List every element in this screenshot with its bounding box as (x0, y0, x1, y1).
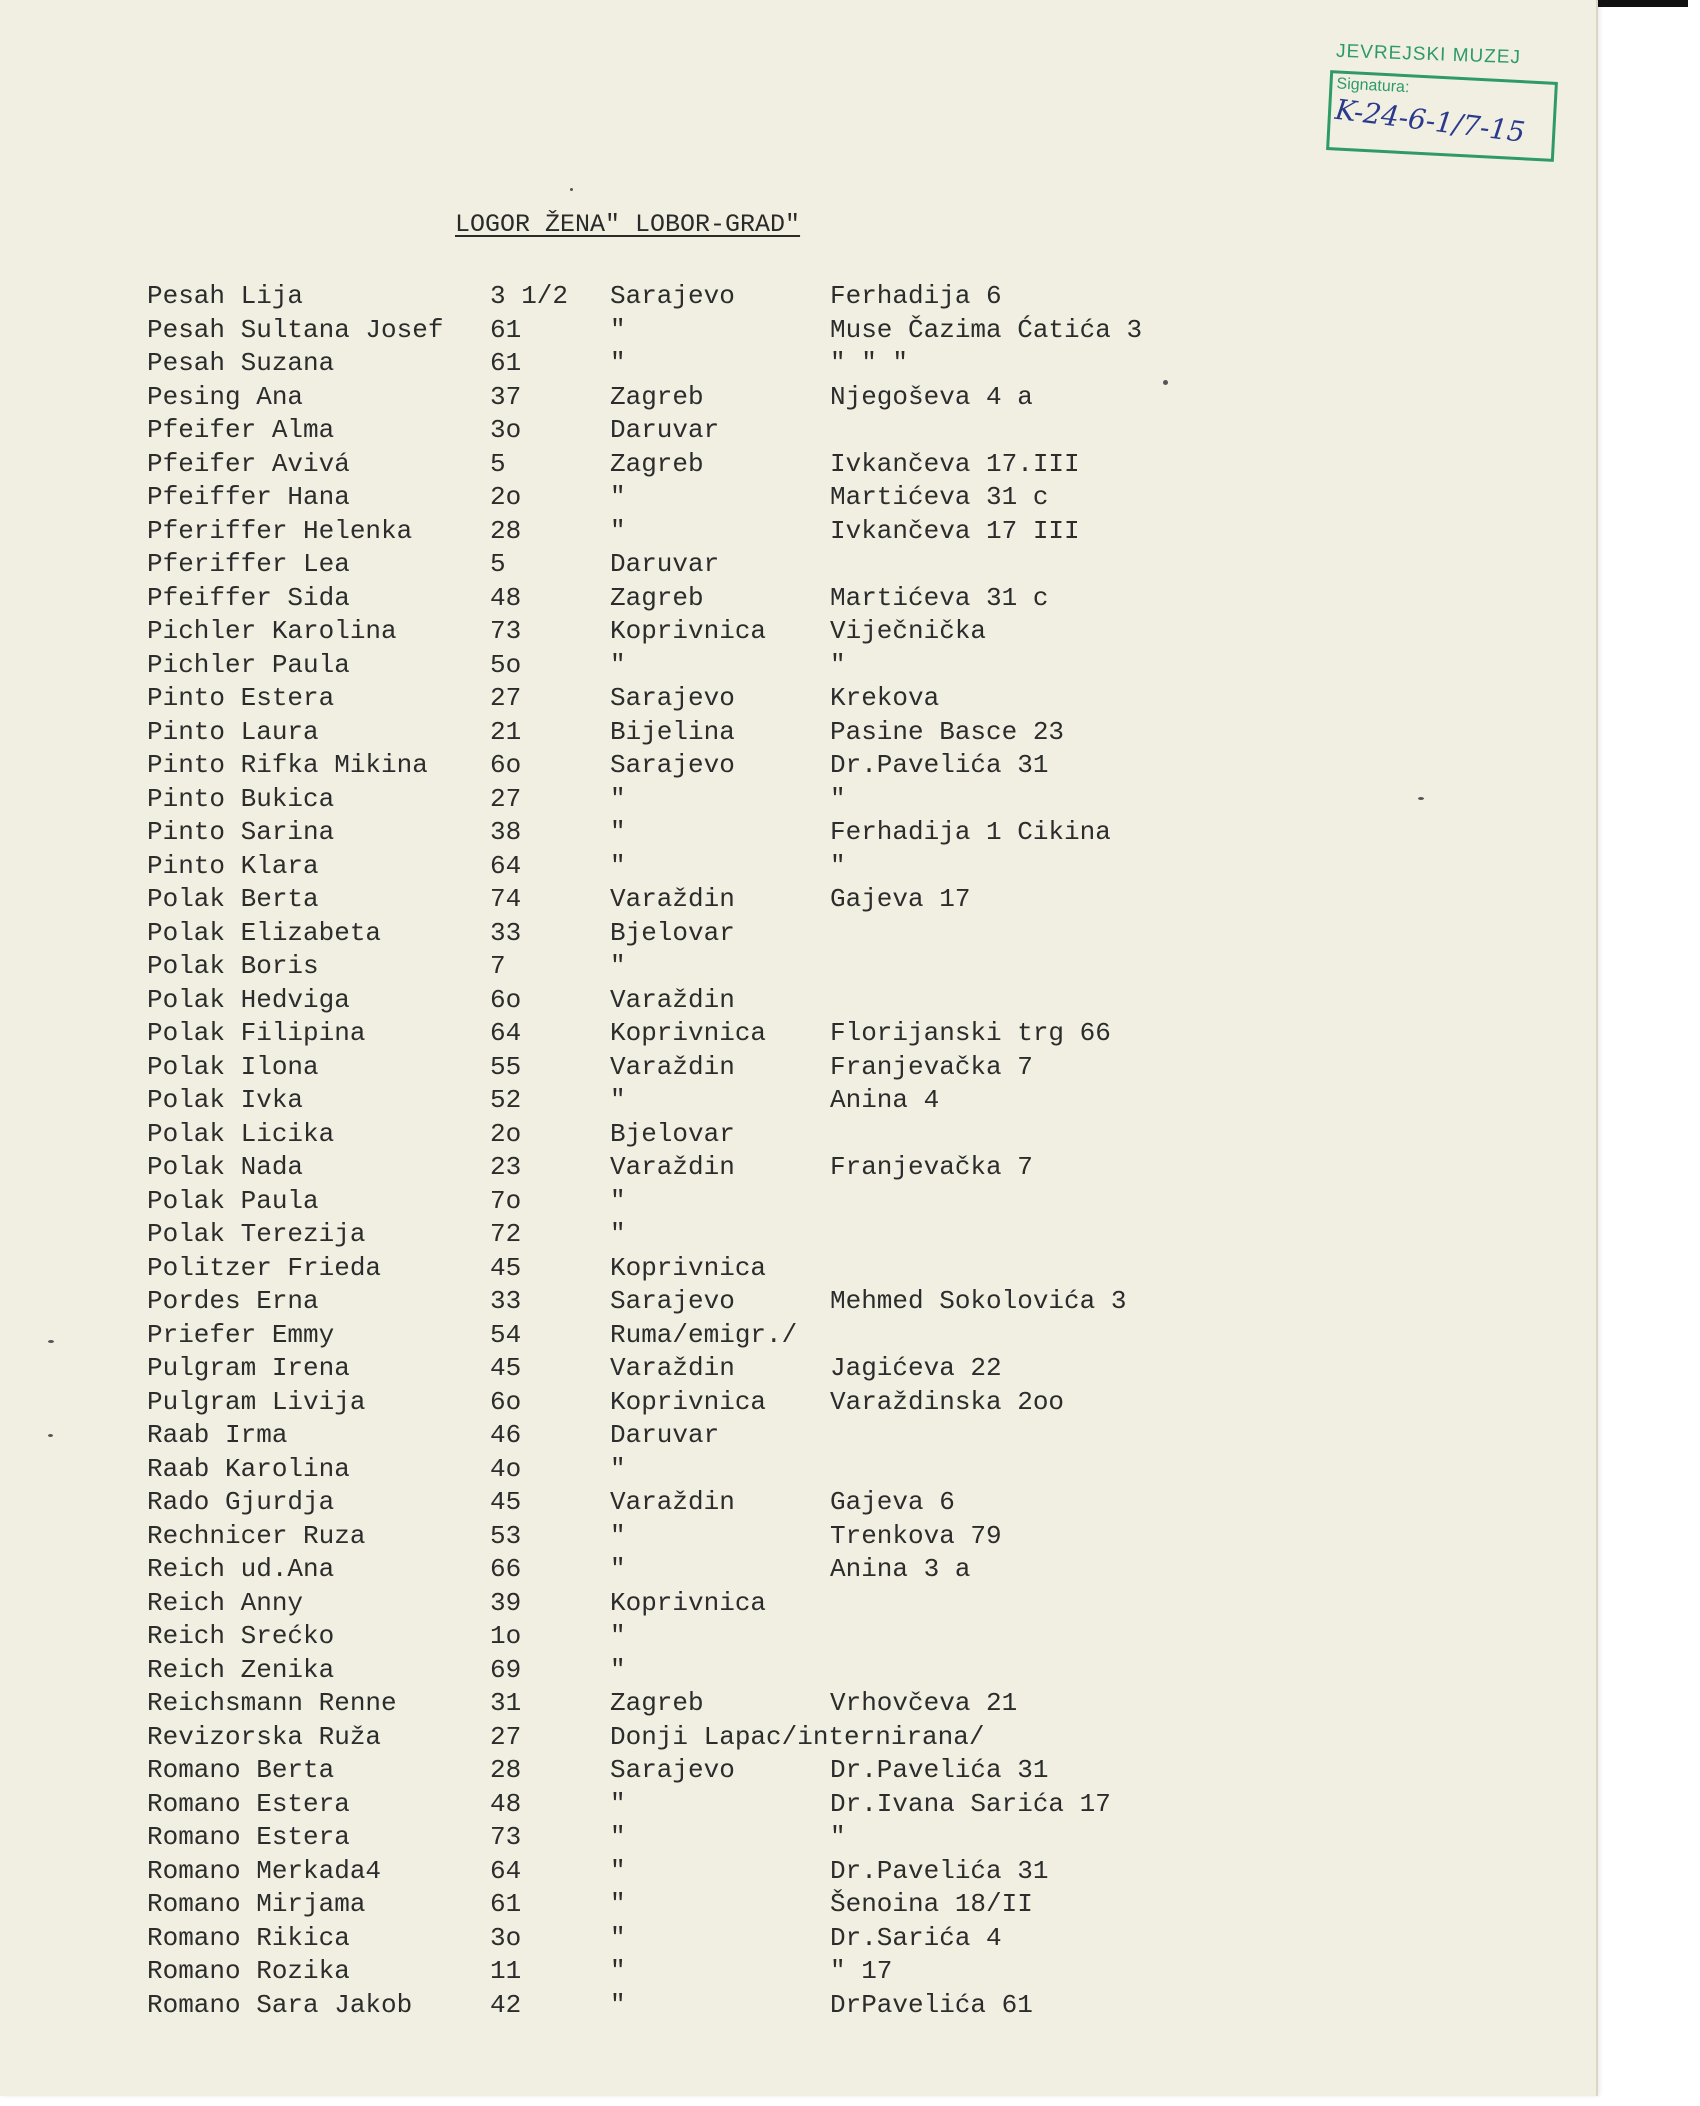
person-name: Pesing Ana (147, 381, 304, 412)
person-city: " (610, 1520, 626, 1551)
person-age: 6o (490, 1386, 522, 1417)
person-name: Pesah Sultana Josef (147, 314, 444, 345)
person-name: Revizorska Ruža (147, 1721, 382, 1752)
person-name: Pesah Suzana (147, 348, 335, 378)
person-city: Varaždin (610, 984, 735, 1015)
person-city: Daruvar (610, 415, 720, 445)
paper-speck (1163, 380, 1168, 385)
person-city: Varaždin (610, 1051, 735, 1082)
person-address: Dr.Pavelića 31 (830, 1855, 1049, 1886)
person-name: Polak Hedviga (147, 984, 350, 1015)
person-name: Raab Irma (147, 1420, 288, 1450)
person-name: Pferiffer Helenka (147, 515, 413, 546)
person-address: " (830, 1822, 846, 1852)
person-age: 73 (490, 616, 522, 646)
person-name: Pfeiffer Hana (147, 482, 350, 512)
person-address: Martićeva 31 c (830, 582, 1049, 613)
signature-stamp-label: Signatura: (1336, 75, 1410, 97)
person-age: 1o (490, 1621, 522, 1651)
person-address: Pasine Basce 23 (830, 716, 1065, 747)
person-age: 66 (490, 1554, 522, 1584)
person-name: Polak Paula (147, 1185, 319, 1216)
person-address: Gajeva 6 (830, 1487, 955, 1517)
person-name: Polak Boris (147, 951, 319, 981)
person-name: Polak Ilona (147, 1051, 319, 1082)
person-age: 33 (490, 1286, 522, 1316)
person-city: Zagreb (610, 381, 704, 412)
signature-stamp (1326, 70, 1558, 162)
person-address: Varaždinska 2oo (830, 1386, 1065, 1417)
person-name: Polak Licika (147, 1118, 335, 1149)
document-title: LOGOR ŽENA" LOBOR-GRAD" (455, 210, 801, 239)
person-city: " (610, 1085, 626, 1115)
paper-speck (1418, 797, 1424, 800)
person-name: Romano Estera (147, 1788, 350, 1819)
person-address: Mehmed Sokolovića 3 (830, 1286, 1127, 1316)
person-name: Romano Sara Jakob (147, 1989, 413, 2020)
person-age: 38 (490, 817, 522, 847)
person-name: Politzer Frieda (147, 1252, 382, 1283)
signature-handwritten: K-24-6-1/7-15 (1333, 92, 1527, 149)
person-address: Šenoina 18/II (830, 1889, 1033, 1919)
person-name: Pichler Paula (147, 649, 350, 680)
person-name: Polak Filipina (147, 1018, 366, 1048)
person-name: Pfeifer Avivá (147, 448, 350, 479)
person-city: " (610, 1621, 626, 1651)
person-city: " (610, 1219, 626, 1249)
person-city: " (610, 649, 626, 680)
person-address: Muse Čazima Ćatića 3 (830, 314, 1143, 345)
person-name: Reich ud.Ana (147, 1554, 335, 1584)
person-city: " (610, 1788, 626, 1819)
person-name: Romano Estera (147, 1822, 350, 1852)
person-address: Gajeva 17 (830, 884, 971, 914)
paper-speck (48, 1340, 54, 1343)
person-name: Pinto Estera (147, 683, 335, 713)
person-age: 45 (490, 1353, 522, 1383)
person-address: Ferhadija 6 (830, 281, 1002, 311)
person-city: Sarajevo (610, 1755, 735, 1785)
person-age: 74 (490, 884, 522, 914)
person-city: Sarajevo (610, 750, 735, 780)
person-age: 6o (490, 984, 522, 1015)
person-name: Romano Rozika (147, 1956, 350, 1986)
person-name: Pordes Erna (147, 1286, 319, 1316)
person-age: 6o (490, 750, 522, 780)
person-age: 64 (490, 850, 522, 881)
person-city: Ruma/emigr./ (610, 1319, 798, 1350)
person-city: Daruvar (610, 549, 720, 579)
person-age: 3 1/2 (490, 281, 569, 311)
person-age: 7 (490, 951, 506, 981)
person-name: Pulgram Irena (147, 1353, 350, 1383)
person-address: Franjevačka 7 (830, 1051, 1033, 1082)
person-address: Ivkančeva 17 III (830, 515, 1080, 546)
person-age: 7o (490, 1185, 522, 1216)
person-city: Zagreb (610, 1688, 704, 1718)
person-name: Romano Rikica (147, 1922, 350, 1953)
person-name: Romano Mirjama (147, 1889, 366, 1919)
person-address: Anina 3 a (830, 1554, 971, 1584)
person-age: 45 (490, 1252, 522, 1283)
person-name: Polak Nada (147, 1152, 304, 1182)
paper-speck (48, 1434, 53, 1437)
person-city: Bijelina (610, 716, 735, 747)
person-address: Trenkova 79 (830, 1520, 1002, 1551)
person-age: 2o (490, 482, 522, 512)
person-address: Ferhadija 1 Cikina (830, 817, 1111, 847)
person-city: " (610, 1453, 626, 1484)
person-age: 31 (490, 1688, 522, 1718)
person-city: " (610, 515, 626, 546)
person-address: Njegoševa 4 a (830, 381, 1033, 412)
person-name: Raab Karolina (147, 1453, 350, 1484)
person-age: 69 (490, 1654, 522, 1685)
person-city: Varaždin (610, 1152, 735, 1182)
person-city: Donji Lapac/internirana/ (610, 1721, 985, 1752)
person-age: 73 (490, 1822, 522, 1852)
person-name: Pinto Rifka Mikina (147, 750, 428, 780)
person-age: 46 (490, 1420, 522, 1450)
person-address: " (830, 649, 846, 680)
person-city: " (610, 850, 626, 881)
person-city: Zagreb (610, 448, 704, 479)
person-name: Pinto Klara (147, 850, 319, 881)
person-address: Dr.Ivana Sarića 17 (830, 1788, 1111, 1819)
person-address: Dr.Sarića 4 (830, 1922, 1002, 1953)
person-city: Koprivnica (610, 1587, 767, 1618)
person-name: Pinto Sarina (147, 817, 335, 847)
person-age: 64 (490, 1018, 522, 1048)
person-name: Reich Srećko (147, 1621, 335, 1651)
person-name: Pinto Bukica (147, 783, 335, 814)
person-name: Reich Zenika (147, 1654, 335, 1685)
person-age: 23 (490, 1152, 522, 1182)
person-address: Dr.Pavelića 31 (830, 1755, 1049, 1785)
person-age: 37 (490, 381, 522, 412)
person-age: 3o (490, 1922, 522, 1953)
person-age: 52 (490, 1085, 522, 1115)
person-age: 28 (490, 1755, 522, 1785)
person-address: Vrhovčeva 21 (830, 1688, 1018, 1718)
person-city: " (610, 1185, 626, 1216)
person-age: 61 (490, 314, 522, 345)
paper-speck (570, 188, 573, 191)
person-name: Pulgram Livija (147, 1386, 366, 1417)
person-age: 5 (490, 448, 506, 479)
person-city: " (610, 1956, 626, 1986)
person-city: " (610, 1889, 626, 1919)
person-name: Pinto Laura (147, 716, 319, 747)
person-city: " (610, 817, 626, 847)
person-age: 48 (490, 1788, 522, 1819)
person-age: 39 (490, 1587, 522, 1618)
person-age: 42 (490, 1989, 522, 2020)
person-city: " (610, 783, 626, 814)
person-age: 27 (490, 683, 522, 713)
person-age: 5o (490, 649, 522, 680)
person-city: " (610, 951, 626, 981)
person-age: 2o (490, 1118, 522, 1149)
person-city: Daruvar (610, 1420, 720, 1450)
person-name: Rechnicer Ruza (147, 1520, 366, 1551)
person-age: 61 (490, 1889, 522, 1919)
person-address: Florijanski trg 66 (830, 1018, 1111, 1048)
scan-edge-bar (1598, 0, 1688, 7)
person-address: Dr.Pavelića 31 (830, 750, 1049, 780)
person-age: 5 (490, 549, 506, 579)
person-city: Koprivnica (610, 1386, 767, 1417)
person-city: Bjelovar (610, 917, 735, 948)
person-city: " (610, 1554, 626, 1584)
person-name: Polak Ivka (147, 1085, 304, 1115)
person-age: 61 (490, 348, 522, 378)
person-city: Koprivnica (610, 1018, 767, 1048)
person-name: Reich Anny (147, 1587, 304, 1618)
person-city: " (610, 314, 626, 345)
person-name: Pesah Lija (147, 281, 304, 311)
person-age: 11 (490, 1956, 522, 1986)
person-city: " (610, 1855, 626, 1886)
person-name: Romano Merkada4 (147, 1855, 382, 1886)
person-address: " " " (830, 348, 909, 378)
person-name: Reichsmann Renne (147, 1688, 397, 1718)
person-name: Pichler Karolina (147, 616, 397, 646)
person-age: 33 (490, 917, 522, 948)
person-city: Sarajevo (610, 1286, 735, 1316)
person-address: DrPavelića 61 (830, 1989, 1033, 2020)
person-address: " (830, 783, 846, 814)
person-city: " (610, 1989, 626, 2020)
person-age: 28 (490, 515, 522, 546)
person-city: Sarajevo (610, 683, 735, 713)
person-city: Zagreb (610, 582, 704, 613)
person-address: " (830, 850, 846, 881)
person-city: Varaždin (610, 884, 735, 914)
person-name: Polak Terezija (147, 1219, 366, 1249)
person-name: Polak Elizabeta (147, 917, 382, 948)
person-address: Anina 4 (830, 1085, 940, 1115)
person-name: Pfeiffer Sida (147, 582, 350, 613)
person-address: Krekova (830, 683, 940, 713)
person-age: 21 (490, 716, 522, 747)
person-city: " (610, 1922, 626, 1953)
museum-stamp-label: JEVREJSKI MUZEJ (1335, 40, 1522, 69)
person-age: 4o (490, 1453, 522, 1484)
person-city: Bjelovar (610, 1118, 735, 1149)
person-age: 53 (490, 1520, 522, 1551)
person-address: Ivkančeva 17.III (830, 448, 1080, 479)
person-age: 72 (490, 1219, 522, 1249)
person-age: 54 (490, 1319, 522, 1350)
person-name: Romano Berta (147, 1755, 335, 1785)
person-address: Martićeva 31 c (830, 482, 1049, 512)
person-age: 27 (490, 1721, 522, 1752)
person-age: 64 (490, 1855, 522, 1886)
person-address: Franjevačka 7 (830, 1152, 1033, 1182)
person-name: Rado Gjurdja (147, 1487, 335, 1517)
person-city: " (610, 1822, 626, 1852)
person-address: Viječnička (830, 616, 987, 646)
person-name: Pfeifer Alma (147, 415, 335, 445)
person-city: " (610, 348, 626, 378)
person-city: " (610, 1654, 626, 1685)
person-name: Polak Berta (147, 884, 319, 914)
person-address: " 17 (830, 1956, 893, 1986)
person-city: Koprivnica (610, 616, 767, 646)
person-city: Varaždin (610, 1487, 735, 1517)
person-city: Sarajevo (610, 281, 735, 311)
person-city: " (610, 482, 626, 512)
person-age: 3o (490, 415, 522, 445)
person-age: 48 (490, 582, 522, 613)
person-age: 27 (490, 783, 522, 814)
person-city: Varaždin (610, 1353, 735, 1383)
person-city: Koprivnica (610, 1252, 767, 1283)
person-address: Jagićeva 22 (830, 1353, 1002, 1383)
person-age: 45 (490, 1487, 522, 1517)
person-name: Pferiffer Lea (147, 549, 350, 579)
person-age: 55 (490, 1051, 522, 1082)
person-name: Priefer Emmy (147, 1319, 335, 1350)
